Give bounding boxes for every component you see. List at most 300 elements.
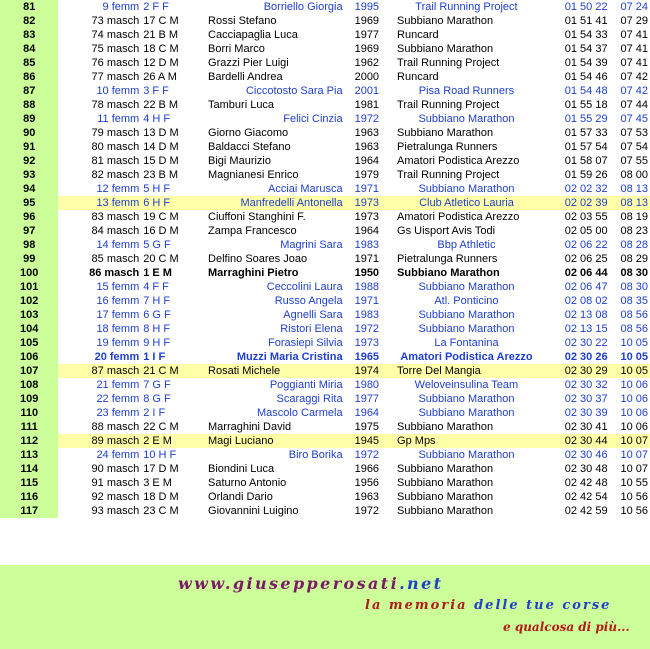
club-cell: Trail Running Project	[397, 57, 500, 69]
finish-time-cell: 02 05 00	[564, 225, 608, 237]
category-rank-cell: 74 masch	[91, 29, 140, 41]
table-row	[0, 112, 650, 126]
category-code-cell: 8 G F	[143, 393, 171, 405]
pace-cell: 07 29	[620, 15, 648, 27]
site-url-tld: .net	[399, 574, 444, 593]
club-cell: Atl. Ponticino	[434, 295, 499, 307]
table-row	[0, 322, 650, 336]
birth-year-cell: 1972	[354, 505, 380, 517]
athlete-name-cell: Orlandi Dario	[208, 491, 273, 503]
category-code-cell: 2 F F	[143, 1, 169, 13]
position-cell: 104	[0, 322, 58, 336]
category-code-cell: 10 H F	[143, 449, 177, 461]
pace-cell: 10 56	[620, 505, 648, 517]
category-rank-cell: 73 masch	[91, 15, 140, 27]
club-cell: Pietralunga Runners	[397, 253, 498, 265]
site-tagline	[365, 598, 611, 613]
athlete-name-cell: Magi Luciano	[206, 434, 353, 448]
category-code-cell: 23 B M	[143, 169, 179, 181]
table-row	[0, 490, 650, 504]
position-cell: 106	[0, 350, 58, 364]
position-cell: 94	[0, 182, 58, 196]
category-rank-cell: 88 masch	[91, 421, 140, 433]
finish-time-cell: 01 59 26	[564, 169, 608, 181]
athlete-name-cell: Russo Angela	[274, 295, 343, 307]
category-code-cell: 22 B M	[143, 99, 179, 111]
finish-time-cell: 02 42 54	[564, 491, 608, 503]
athlete-name-cell: Agnelli Sara	[283, 309, 343, 321]
category-rank-cell: 86 masch	[89, 267, 140, 279]
category-code-cell: 1 E M	[143, 267, 172, 279]
table-row	[0, 224, 650, 238]
pace-cell: 10 06	[620, 393, 648, 405]
pace-cell: 10 05	[620, 337, 648, 349]
finish-time-cell: 02 30 48	[564, 463, 608, 475]
pace-cell: 08 13	[620, 183, 648, 195]
category-rank-cell: 83 masch	[91, 211, 140, 223]
birth-year-cell: 1980	[354, 379, 380, 391]
athlete-name-cell: Muzzi Maria Cristina	[236, 351, 343, 363]
category-rank-cell: 82 masch	[91, 169, 140, 181]
athlete-name-cell: Zampa Francesco	[208, 225, 297, 237]
position-cell: 109	[0, 392, 58, 406]
club-cell: Amatori Podistica Arezzo	[400, 351, 533, 363]
birth-year-cell: 1950	[354, 267, 380, 279]
birth-year-cell: 1963	[354, 141, 380, 153]
club-cell: Runcard	[397, 71, 439, 83]
category-rank-cell: 9 femm	[102, 1, 140, 13]
club-cell: Subbiano Marathon	[418, 281, 515, 293]
finish-time-cell: 02 42 48	[564, 477, 608, 489]
pace-cell: 07 44	[620, 99, 648, 111]
table-row	[0, 504, 650, 518]
finish-time-cell: 01 58 07	[564, 155, 608, 167]
finish-time-cell: 02 30 29	[546, 364, 610, 378]
birth-year-cell: 1966	[354, 463, 380, 475]
birth-year-cell: 1977	[354, 393, 380, 405]
category-code-cell: 20 C M	[143, 253, 179, 265]
category-code-cell: 7 H F	[143, 295, 171, 307]
pace-cell: 10 07	[620, 463, 648, 475]
athlete-name-cell: Marraghini David	[208, 421, 292, 433]
club-cell: Bbp Athletic	[437, 239, 496, 251]
category-rank-cell: 12 femm	[96, 183, 140, 195]
finish-time-cell: 02 30 44	[546, 434, 610, 448]
athlete-name-cell: Borriello Giorgia	[263, 1, 343, 13]
table-row	[0, 196, 650, 210]
position-cell: 93	[0, 168, 58, 182]
table-row	[0, 266, 650, 280]
athlete-name-cell: Poggianti Miria	[269, 379, 343, 391]
site-footer	[0, 565, 650, 649]
table-row	[0, 70, 650, 84]
pace-cell: 10 07	[610, 434, 650, 448]
pace-cell: 10 06	[620, 421, 648, 433]
position-cell: 83	[0, 28, 58, 42]
position-cell: 97	[0, 224, 58, 238]
category-code-cell: 2 E M	[141, 434, 206, 448]
birth-year-cell: 1983	[354, 239, 380, 251]
category-rank-cell: 13 femm	[58, 196, 141, 210]
athlete-name-cell: Saturno Antonio	[208, 477, 287, 489]
table-row	[0, 252, 650, 266]
finish-time-cell: 01 54 46	[564, 71, 608, 83]
finish-time-cell: 02 06 25	[564, 253, 608, 265]
birth-year-cell: 1973	[354, 337, 380, 349]
birth-year-cell: 1988	[354, 281, 380, 293]
athlete-name-cell: Delfino Soares Joao	[208, 253, 308, 265]
club-cell: Trail Running Project	[397, 169, 500, 181]
table-row	[0, 308, 650, 322]
athlete-name-cell: Giorno Giacomo	[208, 127, 289, 139]
category-code-cell: 6 H F	[141, 196, 206, 210]
category-code-cell: 17 C M	[143, 15, 179, 27]
site-url-name: www.giusepperosati	[178, 574, 400, 593]
athlete-name-cell: Magrini Sara	[280, 239, 343, 251]
site-url[interactable]	[178, 574, 443, 593]
category-code-cell: 4 H F	[143, 113, 171, 125]
birth-year-cell: 1995	[354, 1, 380, 13]
birth-year-cell: 1964	[354, 225, 380, 237]
category-rank-cell: 15 femm	[96, 281, 140, 293]
finish-time-cell: 02 30 26	[564, 351, 608, 363]
position-cell: 99	[0, 252, 58, 266]
category-rank-cell: 17 femm	[96, 309, 140, 321]
position-cell: 110	[0, 406, 58, 420]
category-code-cell: 16 D M	[143, 225, 179, 237]
pace-cell: 07 41	[620, 29, 648, 41]
table-row	[0, 364, 650, 378]
birth-year-cell: 1972	[354, 449, 380, 461]
athlete-name-cell: Marraghini Pietro	[208, 267, 299, 279]
birth-year-cell: 1973	[353, 196, 395, 210]
finish-time-cell: 01 54 37	[564, 43, 608, 55]
club-cell: Gp Mps	[395, 434, 546, 448]
position-cell: 85	[0, 56, 58, 70]
athlete-name-cell: Scaraggi Rita	[276, 393, 343, 405]
club-cell: Pisa Road Runners	[418, 85, 515, 97]
category-rank-cell: 16 femm	[96, 295, 140, 307]
category-code-cell: 9 H F	[143, 337, 171, 349]
athlete-name-cell: Bigi Maurizio	[208, 155, 271, 167]
category-code-cell: 23 C M	[143, 505, 179, 517]
athlete-name-cell: Rossi Stefano	[208, 15, 277, 27]
birth-year-cell: 1983	[354, 309, 380, 321]
pace-cell: 08 19	[620, 211, 648, 223]
birth-year-cell: 1964	[354, 155, 380, 167]
finish-time-cell: 01 55 18	[564, 99, 608, 111]
category-code-cell: 21 B M	[143, 29, 179, 41]
athlete-name-cell: Biro Borika	[288, 449, 343, 461]
pace-cell: 07 41	[620, 43, 648, 55]
birth-year-cell: 1977	[354, 29, 380, 41]
category-code-cell: 19 C M	[143, 211, 179, 223]
athlete-name-cell: Felici Cinzia	[283, 113, 343, 125]
athlete-name-cell: Biondini Luca	[208, 463, 275, 475]
athlete-name-cell: Rosati Michele	[206, 364, 353, 378]
category-rank-cell: 84 masch	[91, 225, 140, 237]
position-cell: 114	[0, 462, 58, 476]
position-cell: 84	[0, 42, 58, 56]
athlete-name-cell: Cacciapaglia Luca	[208, 29, 298, 41]
athlete-name-cell: Acciai Marusca	[268, 183, 343, 195]
athlete-name-cell: Borri Marco	[208, 43, 265, 55]
category-code-cell: 5 G F	[143, 239, 171, 251]
club-cell: Runcard	[397, 29, 439, 41]
birth-year-cell: 1963	[354, 127, 380, 139]
club-cell: Subbiano Marathon	[418, 113, 515, 125]
position-cell: 116	[0, 490, 58, 504]
finish-time-cell: 01 51 41	[564, 15, 608, 27]
category-code-cell: 13 D M	[143, 127, 179, 139]
finish-time-cell: 01 54 33	[564, 29, 608, 41]
category-code-cell: 1 I F	[143, 351, 166, 363]
category-code-cell: 7 G F	[143, 379, 171, 391]
table-row	[0, 462, 650, 476]
category-rank-cell: 10 femm	[96, 85, 140, 97]
club-cell: Subbiano Marathon	[397, 127, 494, 139]
pace-cell: 10 06	[620, 407, 648, 419]
birth-year-cell: 1964	[354, 407, 380, 419]
table-row	[0, 42, 650, 56]
site-subtagline: e qualcosa di più...	[503, 620, 630, 634]
athlete-name-cell: Ciccotosto Sara Pia	[245, 85, 343, 97]
birth-year-cell: 2001	[354, 85, 380, 97]
pace-cell: 10 06	[620, 379, 648, 391]
pace-cell: 07 45	[620, 113, 648, 125]
position-cell: 103	[0, 308, 58, 322]
category-code-cell: 12 D M	[143, 57, 179, 69]
birth-year-cell: 1965	[354, 351, 380, 363]
table-row	[0, 168, 650, 182]
finish-time-cell: 01 57 54	[564, 141, 608, 153]
position-cell: 101	[0, 280, 58, 294]
finish-time-cell: 02 30 32	[564, 379, 608, 391]
club-cell: Subbiano Marathon	[418, 183, 515, 195]
club-cell: Amatori Podistica Arezzo	[397, 155, 520, 167]
club-cell: Subbiano Marathon	[397, 491, 494, 503]
position-cell: 91	[0, 140, 58, 154]
finish-time-cell: 02 08 02	[564, 295, 608, 307]
table-row	[0, 378, 650, 392]
finish-time-cell: 01 57 33	[564, 127, 608, 139]
athlete-name-cell: Ceccolini Laura	[266, 281, 343, 293]
finish-time-cell: 02 13 08	[564, 309, 608, 321]
finish-time-cell: 02 13 15	[564, 323, 608, 335]
pace-cell: 10 56	[620, 491, 648, 503]
finish-time-cell: 02 30 37	[564, 393, 608, 405]
position-cell: 87	[0, 84, 58, 98]
category-rank-cell: 89 masch	[58, 434, 141, 448]
table-row	[0, 210, 650, 224]
category-rank-cell: 18 femm	[96, 323, 140, 335]
athlete-name-cell: Forasiepi Silvia	[267, 337, 343, 349]
club-cell: Subbiano Marathon	[397, 43, 494, 55]
birth-year-cell: 1981	[354, 99, 380, 111]
finish-time-cell: 02 03 55	[564, 211, 608, 223]
position-cell: 107	[0, 364, 58, 378]
birth-year-cell: 1963	[354, 491, 380, 503]
category-rank-cell: 90 masch	[91, 463, 140, 475]
position-cell: 98	[0, 238, 58, 252]
club-cell: Subbiano Marathon	[397, 421, 494, 433]
club-cell: Subbiano Marathon	[418, 407, 515, 419]
category-code-cell: 22 C M	[143, 421, 179, 433]
position-cell: 86	[0, 70, 58, 84]
position-cell: 100	[0, 266, 58, 280]
table-row	[0, 336, 650, 350]
category-rank-cell: 91 masch	[91, 477, 140, 489]
finish-time-cell: 02 30 22	[564, 337, 608, 349]
category-rank-cell: 77 masch	[91, 71, 140, 83]
table-row	[0, 350, 650, 364]
club-cell: Subbiano Marathon	[397, 463, 494, 475]
category-rank-cell: 93 masch	[91, 505, 140, 517]
birth-year-cell: 2000	[354, 71, 380, 83]
category-rank-cell: 76 masch	[91, 57, 140, 69]
birth-year-cell: 1962	[354, 57, 380, 69]
finish-time-cell: 01 55 29	[564, 113, 608, 125]
category-code-cell: 4 F F	[143, 281, 169, 293]
category-code-cell: 18 D M	[143, 491, 179, 503]
table-row	[0, 182, 650, 196]
club-cell: Subbiano Marathon	[397, 15, 494, 27]
category-rank-cell: 14 femm	[96, 239, 140, 251]
category-rank-cell: 81 masch	[91, 155, 140, 167]
position-cell: 108	[0, 378, 58, 392]
club-cell: La Fontanina	[434, 337, 499, 349]
position-cell: 112	[0, 434, 58, 448]
table-row	[0, 0, 650, 14]
position-cell: 96	[0, 210, 58, 224]
club-cell: Weloveinsulina Team	[414, 379, 519, 391]
pace-cell: 07 24	[620, 1, 648, 13]
position-cell: 88	[0, 98, 58, 112]
athlete-name-cell: Manfredelli Antonella	[206, 196, 353, 210]
category-rank-cell: 19 femm	[96, 337, 140, 349]
position-cell: 89	[0, 112, 58, 126]
table-row	[0, 140, 650, 154]
finish-time-cell: 02 30 39	[564, 407, 608, 419]
athlete-name-cell: Magnianesi Enrico	[208, 169, 299, 181]
pace-cell: 08 30	[620, 267, 648, 279]
club-cell: Subbiano Marathon	[397, 477, 494, 489]
pace-cell: 07 42	[620, 85, 648, 97]
position-cell: 102	[0, 294, 58, 308]
position-cell: 82	[0, 14, 58, 28]
club-cell: Subbiano Marathon	[418, 449, 515, 461]
category-rank-cell: 20 femm	[94, 351, 140, 363]
category-rank-cell: 79 masch	[91, 127, 140, 139]
category-rank-cell: 21 femm	[96, 379, 140, 391]
pace-cell: 07 53	[620, 127, 648, 139]
club-cell: Subbiano Marathon	[397, 505, 494, 517]
category-code-cell: 18 C M	[143, 43, 179, 55]
athlete-name-cell: Ristori Elena	[280, 323, 343, 335]
pace-cell: 07 41	[620, 57, 648, 69]
pace-cell: 07 54	[620, 141, 648, 153]
table-row	[0, 154, 650, 168]
club-cell: Trail Running Project	[415, 1, 518, 13]
category-rank-cell: 87 masch	[58, 364, 141, 378]
position-cell: 111	[0, 420, 58, 434]
position-cell: 90	[0, 126, 58, 140]
category-rank-cell: 11 femm	[97, 113, 140, 125]
birth-year-cell: 1979	[354, 169, 380, 181]
pace-cell: 10 05	[610, 364, 650, 378]
club-cell: Subbiano Marathon	[418, 393, 515, 405]
category-rank-cell: 92 masch	[91, 491, 140, 503]
birth-year-cell: 1975	[354, 421, 380, 433]
finish-time-cell: 01 54 48	[564, 85, 608, 97]
table-row	[0, 126, 650, 140]
category-code-cell: 8 H F	[143, 323, 171, 335]
pace-cell: 07 55	[620, 155, 648, 167]
finish-time-cell: 02 30 46	[564, 449, 608, 461]
birth-year-cell: 1969	[354, 15, 380, 27]
birth-year-cell: 1972	[354, 113, 380, 125]
pace-cell: 10 05	[620, 351, 648, 363]
category-rank-cell: 24 femm	[96, 449, 140, 461]
athlete-name-cell: Bardelli Andrea	[208, 71, 283, 83]
position-cell: 115	[0, 476, 58, 490]
category-rank-cell: 22 femm	[96, 393, 140, 405]
category-rank-cell: 85 masch	[91, 253, 140, 265]
club-cell: Trail Running Project	[397, 99, 500, 111]
athlete-name-cell: Giovannini Luigino	[208, 505, 299, 517]
table-row	[0, 98, 650, 112]
category-code-cell: 14 D M	[143, 141, 179, 153]
athlete-name-cell: Baldacci Stefano	[208, 141, 291, 153]
pace-cell: 08 56	[620, 323, 648, 335]
pace-cell: 08 29	[620, 253, 648, 265]
athlete-name-cell: Tamburi Luca	[208, 99, 275, 111]
category-code-cell: 26 A M	[143, 71, 177, 83]
club-cell: Pietralunga Runners	[397, 141, 498, 153]
club-cell: Gs Uisport Avis Todi	[397, 225, 496, 237]
birth-year-cell: 1972	[354, 323, 380, 335]
finish-time-cell: 02 30 41	[564, 421, 608, 433]
finish-time-cell: 01 50 22	[564, 1, 608, 13]
pace-cell: 08 23	[620, 225, 648, 237]
table-row	[0, 14, 650, 28]
finish-time-cell: 02 02 39	[546, 196, 610, 210]
table-row	[0, 476, 650, 490]
pace-cell: 08 35	[620, 295, 648, 307]
finish-time-cell: 02 06 22	[564, 239, 608, 251]
table-row	[0, 392, 650, 406]
category-code-cell: 2 I F	[143, 407, 166, 419]
birth-year-cell: 1971	[354, 183, 380, 195]
tagline-part-1: la memoria	[365, 598, 468, 613]
birth-year-cell: 1956	[354, 477, 380, 489]
finish-time-cell: 02 42 59	[564, 505, 608, 517]
table-row	[0, 56, 650, 70]
birth-year-cell: 1969	[354, 43, 380, 55]
category-rank-cell: 23 femm	[96, 407, 140, 419]
club-cell: Club Atletico Lauria	[395, 196, 546, 210]
finish-time-cell: 02 06 44	[564, 267, 608, 279]
tagline-part-2: delle tue corse	[474, 598, 612, 613]
birth-year-cell: 1974	[353, 364, 395, 378]
category-rank-cell: 80 masch	[91, 141, 140, 153]
club-cell: Subbiano Marathon	[397, 267, 500, 279]
pace-cell: 08 56	[620, 309, 648, 321]
table-row	[0, 294, 650, 308]
table-row	[0, 434, 650, 448]
table-row	[0, 420, 650, 434]
position-cell: 117	[0, 504, 58, 518]
